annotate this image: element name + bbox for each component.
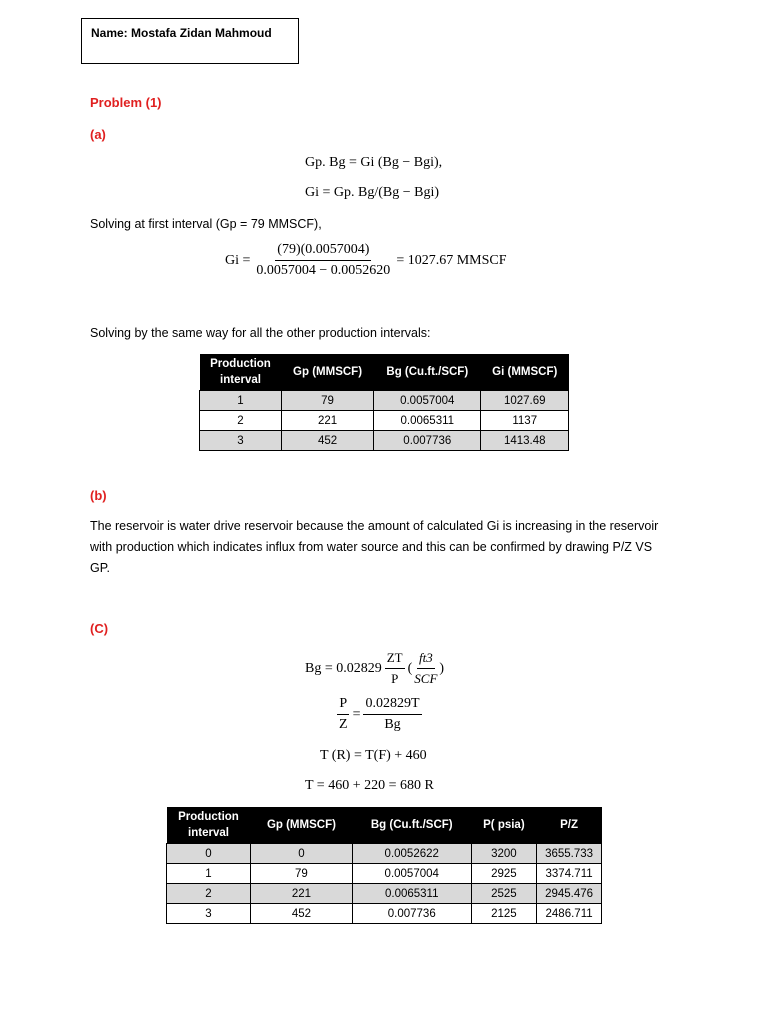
table-row <box>200 391 569 411</box>
table-cell: 3 <box>167 904 251 924</box>
eq-pz-rhs-numerator: 0.02829T <box>363 696 421 715</box>
eq-bg-fraction <box>385 650 405 687</box>
same-way-text: Solving by the same way for all the other production intervals: <box>90 326 431 340</box>
eq-pz-rhs-denominator: Bg <box>384 717 401 732</box>
pz-table-header: P( psia) <box>471 807 537 844</box>
part-b-label: (b) <box>90 488 107 503</box>
pz-table-header: P/Z <box>537 807 602 844</box>
table-cell: 452 <box>251 904 353 924</box>
eq-gi-fraction <box>254 242 392 279</box>
eq-bg-unit-numerator: ft3 <box>417 650 435 669</box>
eq-gi-lhs: Gi = <box>225 252 251 268</box>
eq-pz-lhs-denominator: Z <box>339 717 348 732</box>
table-cell: 3 <box>200 431 282 451</box>
table-row <box>167 904 602 924</box>
table-cell: 0.0057004 <box>352 864 471 884</box>
eq-bg-numerator: ZT <box>385 650 405 669</box>
eq-gi-result: = 1027.67 MMSCF <box>396 252 507 268</box>
table-cell: 0.0065311 <box>352 884 471 904</box>
eq-bg-open-paren: ( <box>407 660 413 676</box>
equation-gi: Gi = Gp. Bg/(Bg − Bgi) <box>305 185 440 200</box>
table-cell: 1027.69 <box>481 391 569 411</box>
equation-temperature-value: T = 460 + 220 = 680 R <box>305 778 434 793</box>
equation-bg <box>305 650 444 687</box>
equation-mass-balance: Gp. Bg = Gi (Bg − Bgi), <box>305 155 443 170</box>
table-cell: 452 <box>282 431 374 451</box>
pz-table-header: Production interval <box>167 807 251 844</box>
equation-gi-calculation <box>225 242 507 279</box>
table-cell: 0 <box>167 844 251 864</box>
table-cell: 1137 <box>481 411 569 431</box>
eq-pz-rhs-fraction <box>363 696 421 733</box>
name-box <box>81 18 299 64</box>
table-cell: 221 <box>251 884 353 904</box>
table-row <box>200 411 569 431</box>
gi-table-header-row <box>200 354 569 391</box>
eq-gi-denominator: 0.0057004 − 0.0052620 <box>256 263 391 278</box>
table-row <box>167 884 602 904</box>
gi-table-header: Production interval <box>200 354 282 391</box>
gi-table <box>199 354 569 451</box>
table-cell: 2945.476 <box>537 884 602 904</box>
eq-bg-close-paren: ) <box>439 660 445 676</box>
table-cell: 0.0065311 <box>374 411 481 431</box>
part-c-label: (C) <box>90 621 109 636</box>
gi-table-header: Bg (Cu.ft./SCF) <box>374 354 481 391</box>
table-cell: 3200 <box>471 844 537 864</box>
gi-table-header: Gp (MMSCF) <box>282 354 374 391</box>
pz-table <box>166 807 602 924</box>
eq-bg-unit-denominator: SCF <box>414 671 438 686</box>
table-cell: 0.007736 <box>352 904 471 924</box>
eq-pz-lhs-fraction <box>337 696 350 733</box>
pz-table-header-row <box>167 807 602 844</box>
eq-pz-lhs-numerator: P <box>337 696 349 715</box>
table-cell: 3655.733 <box>537 844 602 864</box>
table-cell: 0.007736 <box>374 431 481 451</box>
table-cell: 2486.711 <box>537 904 602 924</box>
table-row <box>167 864 602 884</box>
table-cell: 1 <box>200 391 282 411</box>
solving-first-interval-text: Solving at first interval (Gp = 79 MMSCF), <box>90 217 322 231</box>
table-cell: 79 <box>251 864 353 884</box>
eq-pz-equals: = <box>352 706 361 722</box>
table-cell: 1413.48 <box>481 431 569 451</box>
table-cell: 1 <box>167 864 251 884</box>
table-cell: 2125 <box>471 904 537 924</box>
equation-pz <box>337 696 422 733</box>
gi-table-header: Gi (MMSCF) <box>481 354 569 391</box>
part-a-label: (a) <box>90 127 106 142</box>
table-cell: 0 <box>251 844 353 864</box>
author-name: Name: Mostafa Zidan Mahmoud <box>91 26 272 40</box>
table-cell: 79 <box>282 391 374 411</box>
table-row <box>200 431 569 451</box>
pz-table-header: Bg (Cu.ft./SCF) <box>352 807 471 844</box>
eq-gi-numerator: (79)(0.0057004) <box>275 242 371 261</box>
pz-table-header: Gp (MMSCF) <box>251 807 353 844</box>
eq-bg-lhs: Bg = 0.02829 <box>305 660 382 676</box>
eq-bg-unit-fraction <box>412 650 439 687</box>
eq-bg-denominator: P <box>391 671 399 686</box>
table-cell: 3374.711 <box>537 864 602 884</box>
table-cell: 0.0052622 <box>352 844 471 864</box>
table-cell: 2 <box>167 884 251 904</box>
table-row <box>167 844 602 864</box>
table-cell: 2525 <box>471 884 537 904</box>
problem-title: Problem (1) <box>90 95 162 110</box>
table-cell: 221 <box>282 411 374 431</box>
table-cell: 2925 <box>471 864 537 884</box>
table-cell: 2 <box>200 411 282 431</box>
equation-temperature-conversion: T (R) = T(F) + 460 <box>320 748 427 763</box>
part-b-paragraph: The reservoir is water drive reservoir because the amount of calculated Gi is increasing in the reservoir with production which indicates influx from water source and this can be confirmed by drawing P/Z VS GP. <box>90 519 659 575</box>
table-cell: 0.0057004 <box>374 391 481 411</box>
